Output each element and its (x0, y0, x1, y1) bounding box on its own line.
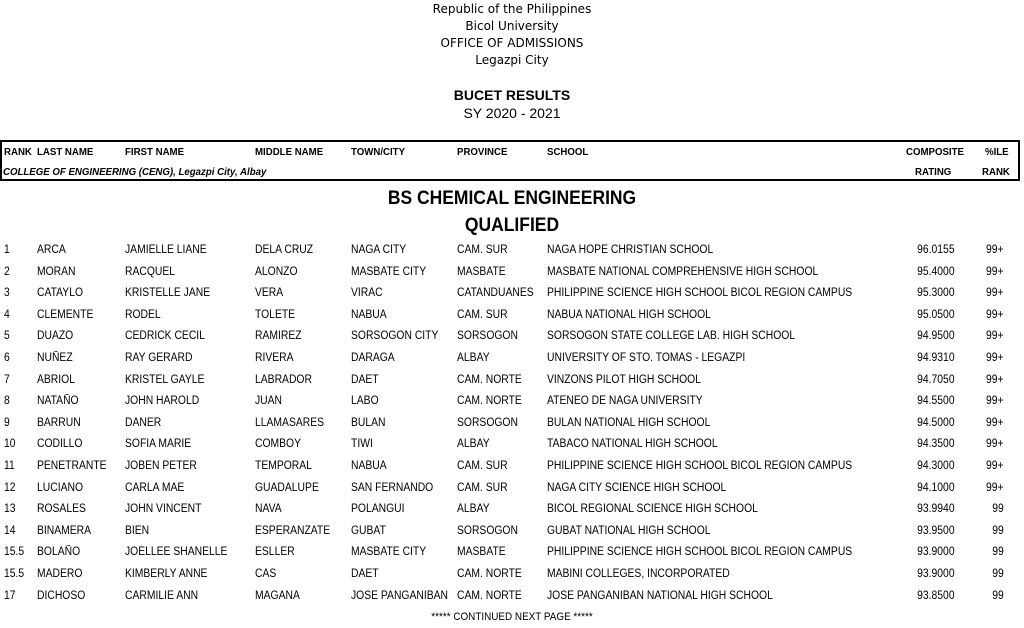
cell-last-name: CLEMENTE (37, 308, 94, 321)
cell-rank: 3 (4, 287, 10, 300)
table-row (0, 370, 1024, 392)
cell-town-city: POLANGUI (351, 503, 405, 516)
cell-school: BICOL REGIONAL SCIENCE HIGH SCHOOL (547, 503, 758, 516)
cell-province: ALBAY (457, 438, 490, 451)
cell-rating: 93.8500 (917, 589, 955, 602)
cell-school: NABUA NATIONAL HIGH SCHOOL (547, 308, 711, 321)
cell-school: PHILIPPINE SCIENCE HIGH SCHOOL BICOL REGION CAMPUS (547, 546, 853, 559)
cell-rating: 94.5000 (917, 416, 955, 429)
cell-pctile-rank: 99+ (986, 352, 1004, 364)
cell-pctile-rank: 99+ (986, 438, 1004, 451)
cell-town-city: SORSOGON CITY (351, 330, 439, 343)
table-row (0, 283, 1024, 305)
cell-middle-name: LABRADOR (255, 373, 312, 386)
cell-pctile-rank: 99 (992, 546, 1004, 559)
cell-first-name: RAY GERARD (125, 352, 193, 364)
cell-rating: 94.5500 (917, 395, 955, 408)
cell-rating: 95.0500 (917, 308, 955, 321)
cell-rank: 7 (4, 373, 10, 386)
cell-last-name: DICHOSO (37, 589, 86, 602)
cell-first-name: RODEL (125, 308, 161, 321)
cell-school: GUBAT NATIONAL HIGH SCHOOL (547, 524, 711, 537)
cell-province: SORSOGON (457, 524, 518, 537)
cell-province: SORSOGON (457, 330, 518, 343)
cell-rating: 93.9500 (917, 524, 955, 537)
cell-last-name: DUAZO (37, 330, 74, 343)
table-row (0, 564, 1024, 586)
cell-first-name: JOELLEE SHANELLE (125, 546, 228, 559)
cell-pctile-rank: 99 (992, 503, 1004, 516)
cell-rating: 95.3000 (917, 287, 955, 300)
cell-middle-name: CAS (255, 568, 277, 580)
cell-province: CAM. SUR (457, 308, 508, 321)
cell-school: BULAN NATIONAL HIGH SCHOOL (547, 416, 711, 429)
cell-first-name: RACQUEL (125, 265, 176, 278)
cell-rating: 95.4000 (917, 265, 955, 278)
table-row (0, 391, 1024, 413)
cell-middle-name: LLAMASARES (255, 416, 325, 429)
cell-middle-name: TOLETE (255, 308, 296, 321)
cell-town-city: NABUA (351, 308, 387, 321)
cell-first-name: KRISTELLE JANE (125, 287, 211, 300)
header-line-office: OFFICE OF ADMISSIONS (440, 36, 584, 50)
cell-school: VINZONS PILOT HIGH SCHOOL (547, 373, 701, 386)
col-rating: RATING (915, 166, 952, 178)
cell-last-name: BARRUN (37, 416, 81, 429)
cell-middle-name: RIVERA (255, 352, 294, 364)
cell-last-name: ARCA (37, 244, 66, 256)
cell-school: MABINI COLLEGES, INCORPORATED (547, 568, 730, 580)
header-line-republic: Republic of the Philippines (432, 2, 592, 16)
cell-province: CAM. SUR (457, 481, 508, 494)
cell-province: CAM. SUR (457, 244, 508, 256)
cell-middle-name: MAGANA (255, 589, 300, 602)
cell-last-name: PENETRANTE (37, 460, 107, 472)
cell-last-name: MORAN (37, 265, 76, 278)
col-pctile-rank: RANK (982, 166, 1010, 178)
header-line-university: Bicol University (465, 19, 559, 33)
cell-rating: 94.9310 (917, 352, 955, 364)
cell-rank: 11 (4, 460, 15, 472)
col-composite: COMPOSITE (906, 146, 964, 158)
col-province: PROVINCE (457, 146, 508, 158)
cell-rank: 15.5 (4, 546, 25, 559)
cell-first-name: CARLA MAE (125, 481, 185, 494)
cell-middle-name: DELA CRUZ (255, 244, 314, 256)
header-line-city: Legazpi City (475, 53, 549, 67)
cell-first-name: CEDRICK CECIL (125, 330, 205, 343)
cell-middle-name: GUADALUPE (255, 481, 319, 494)
cell-middle-name: COMBOY (255, 438, 302, 451)
table-row (0, 348, 1024, 370)
cell-pctile-rank: 99+ (986, 287, 1004, 300)
col-first-name: FIRST NAME (125, 146, 185, 158)
table-row (0, 305, 1024, 327)
table-row (0, 240, 1024, 262)
cell-last-name: BINAMERA (37, 524, 92, 537)
cell-last-name: LUCIANO (37, 481, 84, 494)
cell-town-city: LABO (351, 395, 379, 408)
cell-middle-name: VERA (255, 287, 284, 300)
cell-rating: 93.9000 (917, 568, 955, 580)
table-row (0, 262, 1024, 284)
table-row (0, 521, 1024, 543)
col-last-name: LAST NAME (37, 146, 94, 158)
cell-rating: 94.3500 (917, 438, 955, 451)
cell-last-name: MADERO (37, 568, 83, 580)
cell-pctile-rank: 99+ (986, 308, 1004, 321)
cell-province: CAM. SUR (457, 460, 508, 472)
col-town-city: TOWN/CITY (351, 146, 406, 158)
cell-pctile-rank: 99+ (986, 416, 1004, 429)
cell-first-name: SOFIA MARIE (125, 438, 192, 451)
cell-first-name: JAMIELLE LIANE (125, 244, 207, 256)
cell-province: MASBATE (457, 546, 506, 559)
cell-pctile-rank: 99 (992, 568, 1004, 580)
cell-rank: 2 (4, 265, 10, 278)
cell-last-name: ROSALES (37, 503, 86, 516)
table-row (0, 478, 1024, 500)
cell-rank: 12 (4, 481, 16, 494)
cell-middle-name: RAMIREZ (255, 330, 302, 343)
cell-school: NAGA HOPE CHRISTIAN SCHOOL (547, 244, 714, 256)
cell-school: PHILIPPINE SCIENCE HIGH SCHOOL BICOL REGION CAMPUS (547, 460, 853, 472)
cell-school: NAGA CITY SCIENCE HIGH SCHOOL (547, 481, 727, 494)
cell-province: ALBAY (457, 503, 490, 516)
cell-rating: 93.9000 (917, 546, 955, 559)
cell-school: SORSOGON STATE COLLEGE LAB. HIGH SCHOOL (547, 330, 796, 343)
cell-school: MASBATE NATIONAL COMPREHENSIVE HIGH SCHOOL (547, 265, 819, 278)
continued-note: ***** CONTINUED NEXT PAGE ***** (431, 611, 593, 623)
cell-town-city: GUBAT (351, 524, 386, 537)
cell-town-city: MASBATE CITY (351, 546, 427, 559)
cell-town-city: BULAN (351, 416, 386, 429)
cell-town-city: MASBATE CITY (351, 265, 427, 278)
cell-rank: 5 (4, 330, 10, 343)
cell-first-name: JOHN HAROLD (125, 395, 200, 408)
cell-province: CAM. NORTE (457, 568, 522, 580)
cell-rating: 93.9940 (917, 503, 955, 516)
cell-rank: 17 (4, 589, 16, 602)
cell-rank: 4 (4, 308, 10, 321)
cell-middle-name: ESPERANZATE (255, 524, 331, 537)
cell-first-name: JOBEN PETER (125, 460, 197, 472)
cell-first-name: KIMBERLY ANNE (125, 568, 208, 580)
cell-first-name: CARMILIE ANN (125, 589, 199, 602)
cell-last-name: ABRIOL (37, 373, 75, 386)
cell-province: CAM. NORTE (457, 589, 522, 602)
cell-last-name: NATAÑO (37, 395, 79, 408)
cell-pctile-rank: 99+ (986, 265, 1004, 278)
cell-rating: 94.7050 (917, 373, 955, 386)
cell-pctile-rank: 99+ (986, 460, 1004, 472)
cell-province: CAM. NORTE (457, 373, 522, 386)
cell-middle-name: JUAN (255, 395, 283, 408)
table-row (0, 456, 1024, 478)
status-title: QUALIFIED (464, 215, 560, 236)
cell-province: MASBATE (457, 265, 506, 278)
program-title: BS CHEMICAL ENGINEERING (387, 188, 637, 209)
cell-rating: 94.3000 (917, 460, 955, 472)
cell-last-name: CATAYLO (37, 287, 84, 300)
table-row (0, 499, 1024, 521)
cell-pctile-rank: 99+ (986, 244, 1004, 256)
cell-middle-name: ESLLER (255, 546, 295, 559)
cell-town-city: NABUA (351, 460, 387, 472)
cell-pctile-rank: 99+ (986, 330, 1004, 343)
col-pctile: %ILE (985, 146, 1009, 158)
cell-first-name: KRISTEL GAYLE (125, 373, 205, 386)
cell-province: ALBAY (457, 352, 490, 364)
cell-town-city: TIWI (351, 438, 373, 451)
cell-first-name: DANER (125, 416, 162, 429)
cell-school: JOSE PANGANIBAN NATIONAL HIGH SCHOOL (547, 589, 773, 602)
cell-last-name: CODILLO (37, 438, 83, 451)
table-row (0, 434, 1024, 456)
school-year: SY 2020 - 2021 (463, 105, 561, 121)
college-name: COLLEGE OF ENGINEERING (CENG), Legazpi City, Albay (3, 166, 267, 178)
cell-rating: 96.0155 (917, 244, 955, 256)
cell-rank: 9 (4, 416, 10, 429)
cell-rank: 15.5 (4, 568, 25, 580)
table-row (0, 586, 1024, 608)
cell-last-name: BOLAÑO (37, 546, 81, 559)
cell-rank: 8 (4, 395, 10, 408)
cell-school: TABACO NATIONAL HIGH SCHOOL (547, 438, 718, 451)
cell-rating: 94.1000 (917, 481, 955, 494)
cell-middle-name: NAVA (255, 503, 282, 516)
cell-pctile-rank: 99+ (986, 395, 1004, 408)
cell-school: PHILIPPINE SCIENCE HIGH SCHOOL BICOL REGION CAMPUS (547, 287, 853, 300)
cell-school: UNIVERSITY OF STO. TOMAS - LEGAZPI (547, 352, 746, 364)
cell-town-city: VIRAC (351, 287, 383, 300)
cell-school: ATENEO DE NAGA UNIVERSITY (547, 395, 703, 408)
cell-first-name: BIEN (125, 524, 150, 537)
col-rank: RANK (4, 146, 32, 158)
cell-town-city: DARAGA (351, 352, 395, 364)
cell-pctile-rank: 99 (992, 589, 1004, 602)
table-row (0, 326, 1024, 348)
cell-town-city: DAET (351, 568, 379, 580)
cell-first-name: JOHN VINCENT (125, 503, 202, 516)
cell-province: CATANDUANES (457, 287, 534, 300)
cell-province: SORSOGON (457, 416, 518, 429)
cell-rank: 6 (4, 352, 10, 364)
cell-town-city: JOSE PANGANIBAN (351, 589, 449, 602)
cell-town-city: SAN FERNANDO (351, 481, 434, 494)
cell-rank: 13 (4, 503, 16, 516)
cell-pctile-rank: 99+ (986, 373, 1004, 386)
cell-last-name: NUÑEZ (37, 352, 73, 364)
cell-rank: 14 (4, 524, 16, 537)
cell-town-city: NAGA CITY (351, 244, 407, 256)
cell-town-city: DAET (351, 373, 379, 386)
cell-pctile-rank: 99 (992, 524, 1004, 537)
cell-middle-name: ALONZO (255, 265, 298, 278)
page-title: BUCET RESULTS (453, 87, 571, 103)
cell-rating: 94.9500 (917, 330, 955, 343)
cell-middle-name: TEMPORAL (255, 460, 312, 472)
cell-pctile-rank: 99+ (986, 481, 1004, 494)
cell-rank: 1 (4, 244, 10, 256)
table-row (0, 542, 1024, 564)
cell-rank: 10 (4, 438, 16, 451)
table-row (0, 413, 1024, 435)
col-school: SCHOOL (547, 146, 589, 158)
cell-province: CAM. NORTE (457, 395, 522, 408)
col-middle-name: MIDDLE NAME (255, 146, 324, 158)
